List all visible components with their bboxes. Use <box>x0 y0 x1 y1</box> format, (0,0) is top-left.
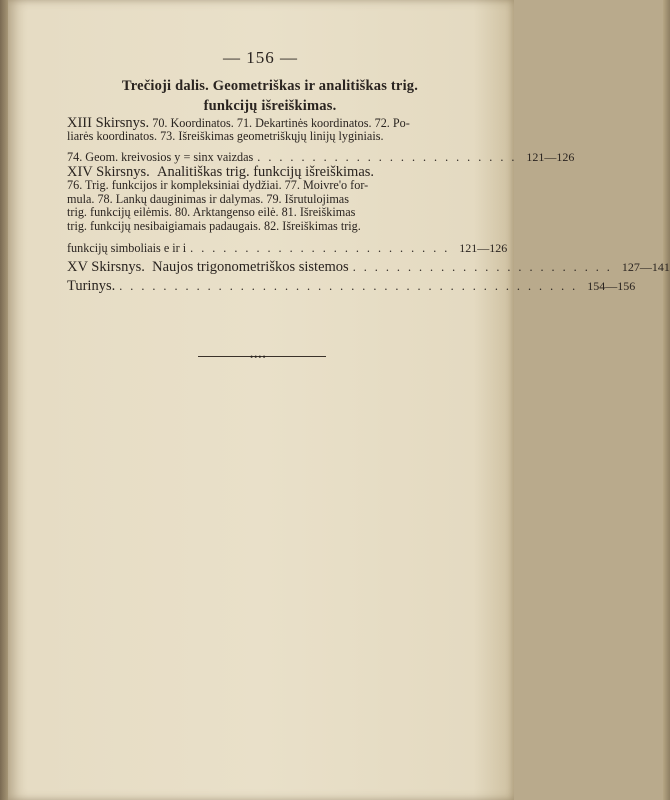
divider-ornament: •••• <box>250 352 267 362</box>
section-xv-pages: 127—141 <box>621 260 670 274</box>
part-title-line1: Trečioji dalis. Geometriškas ir analitiškas trig. <box>121 78 419 94</box>
section-xiii-pages: 121—126 <box>526 150 575 164</box>
section-xiii-line2: liarės koordinatos. 73. Išreiškimas geometriškųjų linijų lyginiais. <box>67 129 384 144</box>
section-xiv <box>67 166 473 233</box>
section-xiv-pages: 121—126 <box>459 241 508 255</box>
section-xiii-line3: 74. Geom. kreivosios y = sinx vaizdas <box>67 150 254 164</box>
section-xiv-toc-row <box>67 241 508 256</box>
contents-heading: Turinys. <box>67 278 116 294</box>
section-xv-heading-rest: Naujos trigonometriškos sistemos <box>152 259 349 275</box>
page-number: — 156 — <box>223 48 298 67</box>
leader-dots: .......................................... <box>119 279 584 293</box>
section-xiv-heading: XIV Skirsnys. <box>67 164 150 180</box>
contents-pages: 154—156 <box>587 279 636 293</box>
contents-toc-row <box>67 278 636 295</box>
section-xiii-line1: 70. Koordinatos. 71. Dekartinės koordinatos. 72. Po- <box>152 116 410 130</box>
section-xiv-line2: mula. 78. Lankų dauginimas ir dalymas. 79. Išrutulojimas <box>67 191 349 206</box>
section-xv-toc-row <box>67 259 670 276</box>
section-xiv-line4: trig. funkcijų nesibaigiamais padaugais. 82. Išreiškimas trig. <box>67 218 361 233</box>
section-xiii-heading: XIII Skirsnys. <box>67 115 150 131</box>
section-xiv-heading-rest: Analitiškas trig. funkcijų išreiškimas. <box>156 164 375 180</box>
section-xiv-line1: 76. Trig. funkcijos ir kompleksiniai dydžiai. 77. Moivre'o for- <box>67 178 369 193</box>
part-title <box>60 76 480 116</box>
leader-dots: ........................ <box>257 150 523 164</box>
section-xv-heading: XV Skirsnys. <box>67 259 145 275</box>
leader-dots: ........................ <box>352 260 618 274</box>
page-edge <box>663 0 670 800</box>
book-gutter <box>0 0 8 800</box>
part-title-line2: funkcijų išreiškimas. <box>203 98 337 114</box>
section-xiv-line3: trig. funkcijų eilėmis. 80. Arktangenso eilė. 81. Išreiškimas <box>67 205 356 220</box>
section-xiii <box>67 117 473 144</box>
leader-dots: ........................ <box>190 241 456 255</box>
section-xiv-line5: funkcijų simboliais e ir i <box>67 241 187 255</box>
section-xv-heading-group <box>67 259 349 276</box>
section-xiii-toc-row <box>67 150 575 165</box>
